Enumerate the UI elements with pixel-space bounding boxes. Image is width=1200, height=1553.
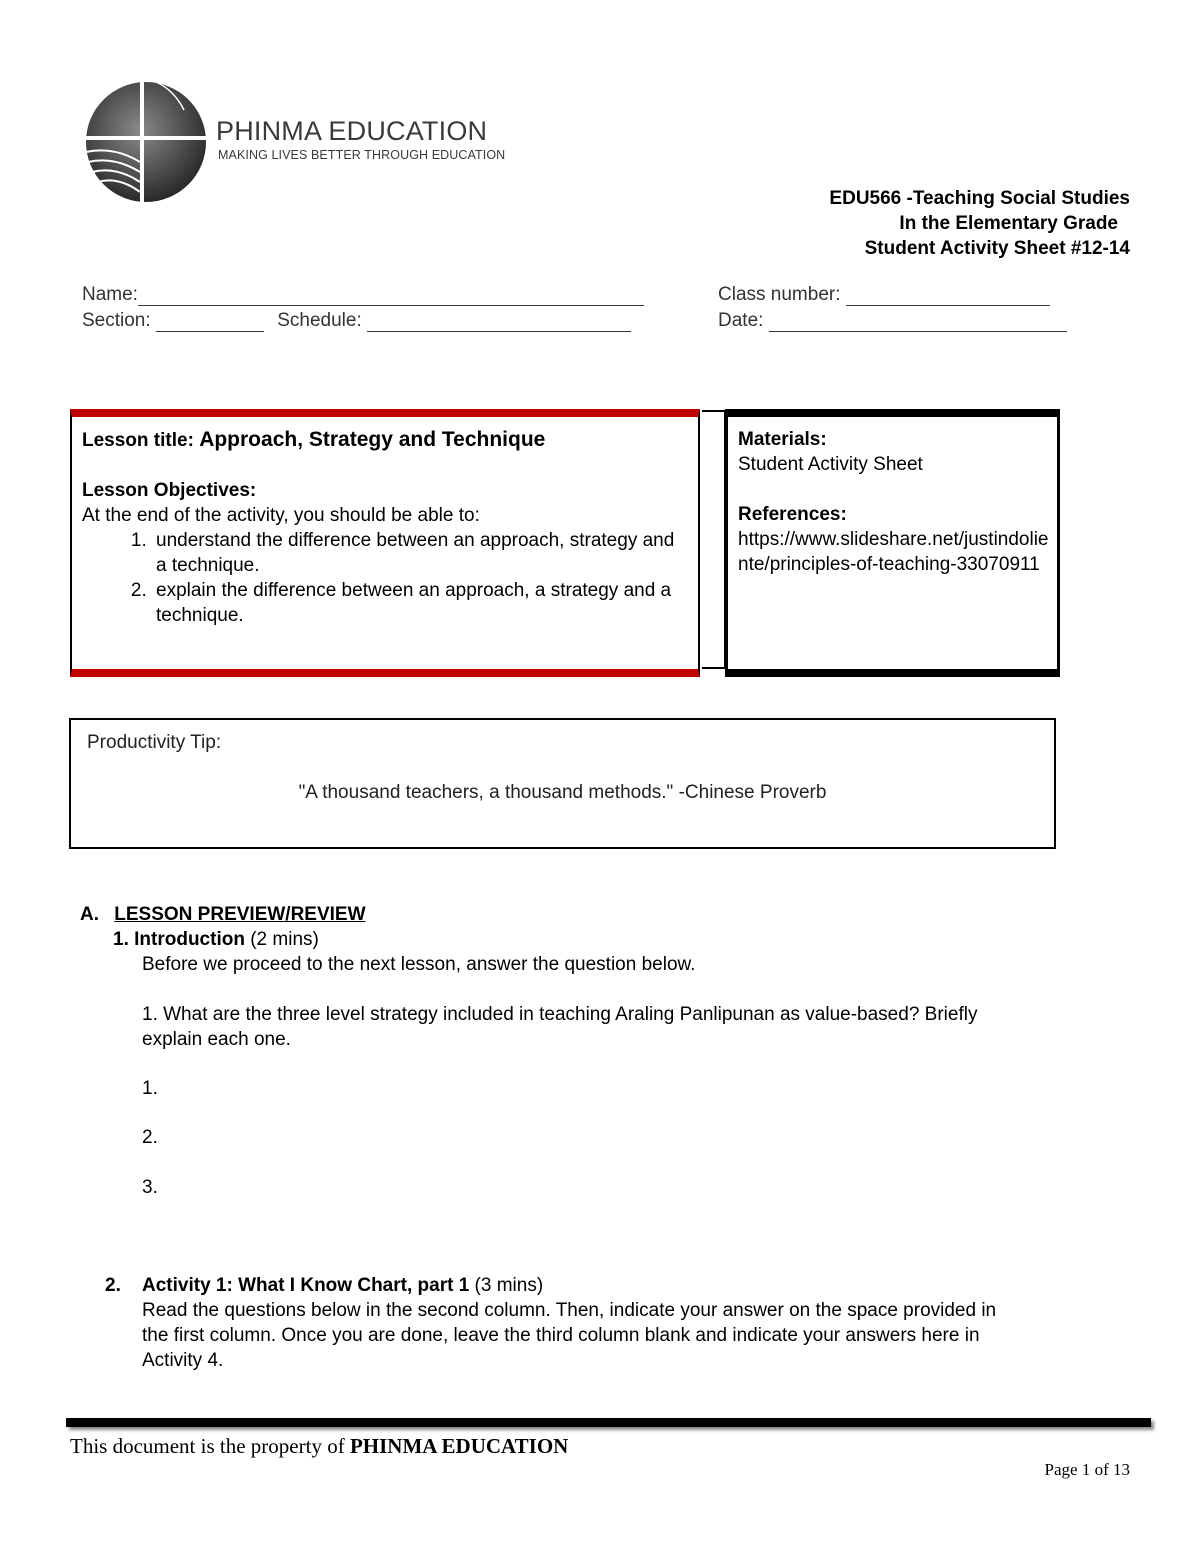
lesson-box — [70, 409, 700, 677]
section-field[interactable] — [82, 310, 631, 332]
activity-time: (3 mins) — [469, 1275, 544, 1296]
date-blank[interactable] — [769, 311, 1067, 332]
class-number-label: Class number: — [718, 284, 841, 305]
introduction-time: (2 mins) — [244, 929, 319, 950]
logo-tagline: MAKING LIVES BETTER THROUGH EDUCATION — [218, 148, 506, 162]
footer-property-note — [70, 1434, 568, 1459]
footer-prefix: This document is the property of — [70, 1434, 350, 1458]
section-blank[interactable] — [156, 311, 264, 332]
date-label: Date: — [718, 310, 764, 331]
activity-text-line-3: Activity 4. — [142, 1350, 224, 1371]
materials-value: Student Activity Sheet — [738, 454, 923, 475]
name-blank[interactable] — [138, 285, 644, 306]
materials-box — [725, 409, 1060, 677]
introduction-label: 1. Introduction — [113, 929, 245, 950]
course-line-2: In the Elementary Grade — [899, 213, 1118, 234]
lesson-title-label: Lesson title: — [82, 430, 194, 451]
tip-quote: "A thousand teachers, a thousand methods." -Chinese Proverb — [298, 782, 827, 803]
objectives-intro: At the end of the activity, you should be able to: — [82, 505, 480, 526]
objectives-list — [82, 528, 684, 628]
introduction-heading — [113, 927, 319, 952]
question-line-1: 1. What are the three level strategy included in teaching Araling Panlipunan as value-based? Briefly — [142, 1004, 978, 1025]
objectives-label: Lesson Objectives: — [82, 480, 257, 501]
logo-name: PHINMA EDUCATION — [216, 116, 488, 146]
section-label: Section: — [82, 310, 151, 331]
name-field[interactable] — [82, 284, 644, 306]
section-a-heading — [80, 902, 366, 927]
lesson-title — [82, 427, 684, 453]
date-field[interactable] — [718, 310, 1067, 332]
course-line-1: EDU566 -Teaching Social Studies — [829, 188, 1130, 209]
answer-line-1[interactable]: 1. — [142, 1078, 158, 1099]
activity-text-line-2: the first column. Once you are done, leave the third column blank and indicate your answers here in — [142, 1325, 980, 1346]
page-number: Page 1 of 13 — [1044, 1460, 1130, 1479]
references-link[interactable]: https://www.slideshare.net/justindoliente/principles-of-teaching-33070911 — [738, 529, 1049, 575]
course-heading — [829, 186, 1130, 261]
schedule-blank[interactable] — [367, 311, 631, 332]
section-a-title: LESSON PREVIEW/REVIEW — [114, 904, 366, 925]
footer-divider — [66, 1418, 1151, 1427]
question-line-2: explain each one. — [142, 1029, 291, 1050]
answer-line-2[interactable]: 2. — [142, 1127, 158, 1148]
section-a-letter: A. — [80, 904, 99, 925]
schedule-label: Schedule: — [277, 310, 362, 331]
tip-label: Productivity Tip: — [87, 732, 222, 753]
box-spacer — [702, 410, 726, 669]
answer-line-3[interactable]: 3. — [142, 1177, 158, 1198]
class-number-field[interactable] — [718, 284, 1050, 306]
objective-item: 2. explain the difference between an approach, a strategy and a technique. — [152, 578, 684, 628]
lesson-title-value: Approach, Strategy and Technique — [199, 428, 546, 451]
footer-brand: PHINMA EDUCATION — [349, 1434, 569, 1458]
activity-title: Activity 1: What I Know Chart, part 1 — [142, 1275, 470, 1296]
objective-item: 1. understand the difference between an approach, strategy and a technique. — [152, 528, 684, 578]
name-label: Name: — [82, 284, 138, 305]
productivity-tip-box — [69, 718, 1056, 849]
materials-label: Materials: — [738, 429, 827, 450]
introduction-text: Before we proceed to the next lesson, answer the question below. — [142, 954, 696, 975]
references-label: References: — [738, 504, 847, 525]
activity-text-line-1: Read the questions below in the second column. Then, indicate your answer on the space provided in — [142, 1300, 997, 1321]
activity-number: 2. — [105, 1275, 121, 1296]
class-number-blank[interactable] — [846, 285, 1050, 306]
course-line-3: Student Activity Sheet #12-14 — [864, 238, 1130, 259]
activity-heading — [142, 1273, 543, 1298]
